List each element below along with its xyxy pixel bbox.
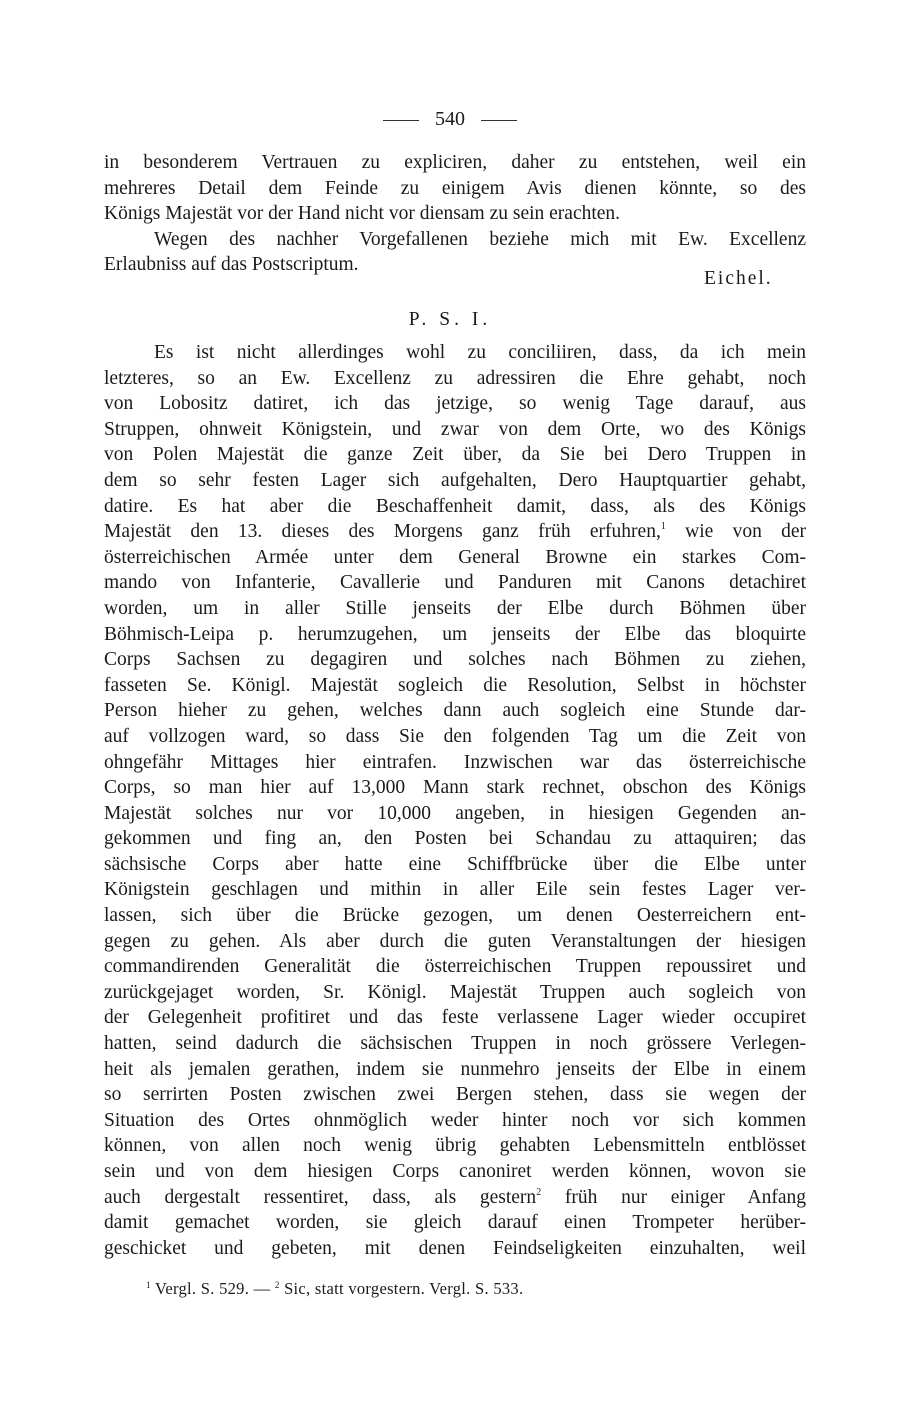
postscript-heading: P. S. I.	[408, 309, 492, 330]
text-line: letzteres, so an Ew. Excellenz zu adressiren die Ehre gehabt, noch	[104, 367, 806, 389]
text-line: können, von allen noch wenig übrig gehabten Lebensmitteln entblösset	[104, 1135, 806, 1157]
text-line: Böhmisch-Leipa p. herumzugehen, um jenseits der Elbe das bloquirte	[104, 623, 806, 645]
page-header	[0, 106, 900, 132]
text-line: von Polen Majestät die ganze Zeit über, da Sie bei Dero Truppen in	[104, 444, 806, 466]
text-segment: Majestät den 13. dieses des Morgens ganz früh erfuhren,	[104, 521, 661, 543]
text-line: sein und von dem hiesigen Corps canoniret werden können, wovon sie	[104, 1161, 806, 1182]
signature: Eichel.	[704, 268, 773, 289]
footnote-text: Sic, statt vorgestern. Vergl. S. 533.	[284, 1279, 524, 1298]
text-line: Es ist nicht allerdinges wohl zu conciliiren, dass, da ich mein	[154, 342, 806, 363]
text-line: commandirenden Generalität die österreichischen Truppen repoussiret und	[104, 956, 806, 978]
text-line: Person hieher zu gehen, welches dann auch sogleich eine Stunde dar-	[104, 700, 806, 722]
text-line: gekommen und fing an, den Posten bei Schandau zu attaquiren; das	[104, 828, 806, 850]
text-line	[104, 519, 806, 545]
text-line: hatten, seind dadurch die sächsischen Truppen in noch grössere Verlegen-	[104, 1033, 806, 1055]
page-number: 540	[435, 108, 465, 130]
text-line: Struppen, ohnweit Königstein, und zwar von dem Orte, wo des Königs	[104, 418, 806, 440]
text-line: zurückgejaget worden, Sr. Königl. Majestät Truppen auch sogleich von	[104, 981, 806, 1003]
footnote-marker: 1	[146, 1280, 151, 1290]
text-line: in besonderem Vertrauen zu expliciren, daher zu entstehen, weil ein	[104, 152, 806, 173]
text-line: Situation des Ortes ohnmöglich weder hinter noch vor sich kommen	[104, 1109, 806, 1131]
text-line: fasseten Se. Königl. Majestät sogleich die Resolution, Selbst in höchster	[104, 674, 806, 696]
text-line: mehreres Detail dem Feinde zu einigem Avis dienen könnte, so des	[104, 177, 806, 199]
footnote-text: Vergl. S. 529. —	[154, 1279, 271, 1298]
text-line: damit gemachet worden, sie gleich darauf einen Trompeter herüber-	[104, 1212, 806, 1234]
text-line: dem so sehr festen Lager sich aufgehalten, Dero Hauptquartier gehabt,	[104, 469, 806, 491]
footnote-marker: 2	[274, 1280, 280, 1290]
text-line: der Gelegenheit profitiret und das feste verlassene Lager wieder occupiret	[104, 1007, 806, 1029]
text-segment: wie von der	[685, 521, 807, 543]
text-line: lassen, sich über die Brücke gezogen, um denen Oesterreichern ent-	[104, 905, 806, 927]
text-line: sächsische Corps aber hatte eine Schiffbrücke über die Elbe unter	[104, 853, 806, 875]
text-line: geschicket und gebeten, mit denen Feindseligkeiten einzuhalten, weil	[104, 1237, 806, 1259]
header-dash-left	[383, 120, 419, 121]
text-line: datire. Es hat aber die Beschaffenheit damit, dass, als des Königs	[104, 495, 806, 517]
postscript-body	[104, 340, 806, 1261]
text-line: von Lobositz datiret, ich das jetzige, so wenig Tage darauf, aus	[104, 393, 806, 415]
text-line: ohngefähr Mittages hier eintrafen. Inzwischen war das österreichische	[104, 751, 806, 773]
text-line: worden, um in aller Stille jenseits der Elbe durch Böhmen über	[104, 597, 806, 619]
text-line	[104, 1185, 806, 1211]
text-line: mando von Infanterie, Cavallerie und Panduren mit Canons detachiret	[104, 572, 806, 594]
text-line: österreichischen Armée unter dem General Browne ein starkes Com-	[104, 546, 806, 568]
header-dash-right	[481, 120, 517, 121]
footnotes	[146, 1278, 746, 1300]
letter-closing	[104, 150, 806, 278]
text-line: Königs Majestät vor der Hand nicht vor diensam zu sein erachten.	[104, 203, 621, 225]
text-line: heit als jemalen gerathen, indem sie nunmehro jenseits der Elbe in einem	[104, 1058, 806, 1080]
text-line: Erlaubniss auf das Postscriptum.	[104, 254, 359, 276]
text-segment: auch dergestalt ressentiret, dass, als gestern	[104, 1186, 537, 1208]
text-line: so serrirten Posten zwischen zwei Bergen stehen, dass sie wegen der	[104, 1084, 806, 1106]
text-line: gegen zu gehen. Als aber durch die guten Veranstaltungen der hiesigen	[104, 930, 806, 952]
text-line: Corps, so man hier auf 13,000 Mann stark rechnet, obschon des Königs	[104, 777, 806, 799]
text-line: Königstein geschlagen und mithin in aller Eile sein festes Lager ver-	[104, 879, 806, 901]
text-line: Corps Sachsen zu degagiren und solches nach Böhmen zu ziehen,	[104, 649, 806, 671]
footnote-marker: 2	[536, 1186, 542, 1198]
footnote-marker: 1	[660, 521, 666, 533]
text-segment: früh nur einiger Anfang	[564, 1186, 807, 1208]
text-line: Majestät solches nur vor 10,000 angeben, in hiesigen Gegenden an-	[104, 802, 806, 824]
text-line: auf vollzogen ward, so dass Sie den folgenden Tag um die Zeit von	[104, 725, 806, 747]
text-line: Wegen des nachher Vorgefallenen beziehe mich mit Ew. Excellenz	[154, 228, 806, 250]
